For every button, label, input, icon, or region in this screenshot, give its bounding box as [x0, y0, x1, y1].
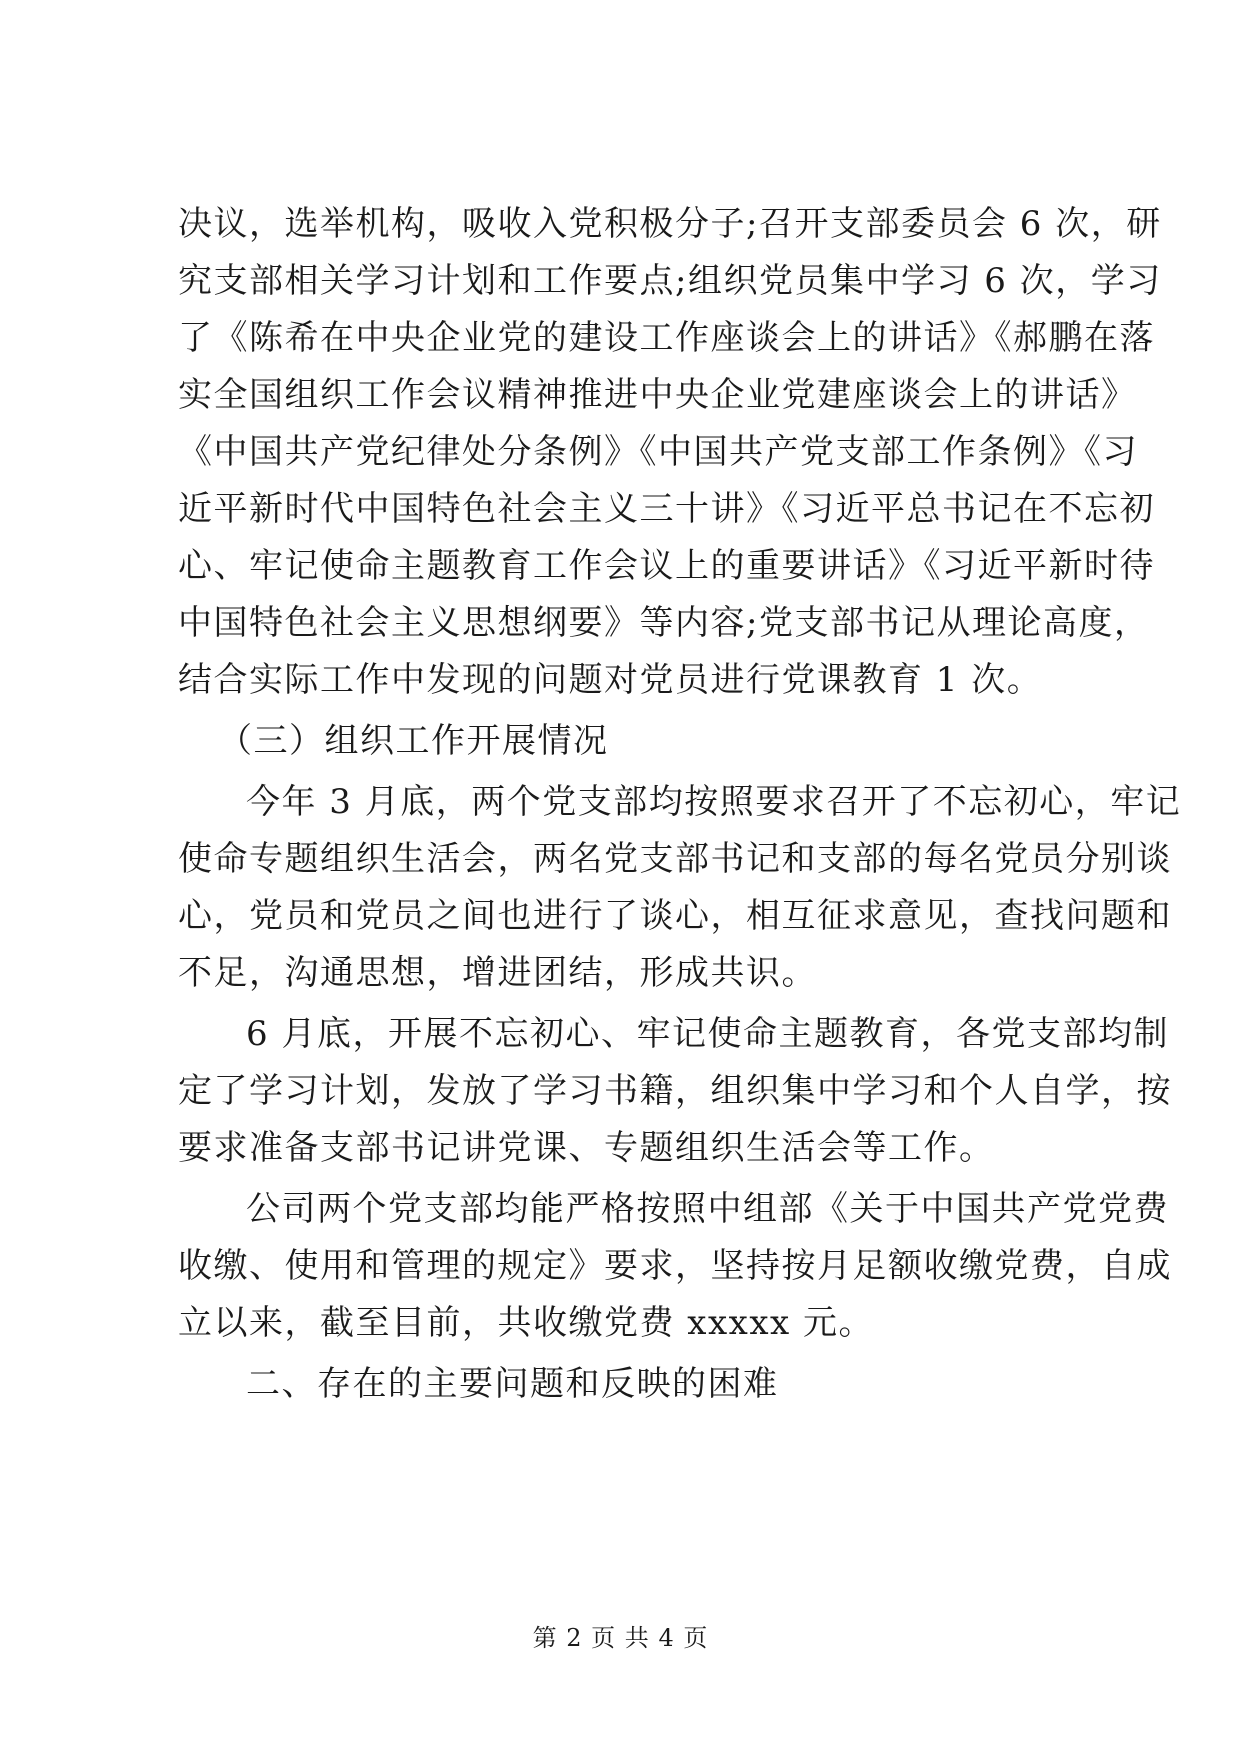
body-line: 不足，沟通思想，增进团结，形成共识。 [178, 953, 817, 993]
body-line: 了《陈希在中央企业党的建设工作座谈会上的讲话》《郝鹏在落 [178, 318, 1155, 358]
body-line: 心，党员和党员之间也进行了谈心，相互征求意见，查找问题和 [178, 896, 1172, 936]
section-heading: （三）组织工作开展情况 [218, 721, 609, 761]
paragraph-first-line: 公司两个党支部均能严格按照中组部《关于中国共产党党费 [246, 1189, 1169, 1229]
body-line: 实全国组织工作会议精神推进中央企业党建座谈会上的讲话》 [178, 375, 1137, 415]
body-line: 使命专题组织生活会，两名党支部书记和支部的每名党员分别谈 [178, 839, 1172, 879]
body-line: 中国特色社会主义思想纲要》等内容;党支部书记从理论高度， [178, 603, 1150, 643]
body-line: 定了学习计划，发放了学习书籍，组织集中学习和个人自学，按 [178, 1071, 1172, 1111]
body-line: 立以来，截至目前，共收缴党费 xxxxx 元。 [178, 1303, 874, 1343]
body-line: 决议，选举机构，吸收入党积极分子;召开支部委员会 6 次，研 [178, 204, 1162, 244]
body-line: 收缴、使用和管理的规定》要求，坚持按月足额收缴党费，自成 [178, 1246, 1172, 1286]
section-heading: 二、存在的主要问题和反映的困难 [246, 1364, 779, 1404]
body-line: 《中国共产党纪律处分条例》《中国共产党支部工作条例》《习 [178, 432, 1138, 472]
body-line: 结合实际工作中发现的问题对党员进行党课教育 1 次。 [178, 660, 1043, 700]
body-line: 要求准备支部书记讲党课、专题组织生活会等工作。 [178, 1128, 995, 1168]
paragraph-first-line: 今年 3 月底，两个党支部均按照要求召开了不忘初心，牢记 [246, 782, 1182, 822]
body-line: 究支部相关学习计划和工作要点;组织党员集中学习 6 次，学习 [178, 261, 1162, 301]
body-line: 近平新时代中国特色社会主义三十讲》《习近平总书记在不忘初 [178, 489, 1155, 529]
paragraph-first-line: 6 月底，开展不忘初心、牢记使命主题教育，各党支部均制 [246, 1014, 1169, 1054]
document-body [178, 196, 1182, 1413]
body-line: 心、牢记使命主题教育工作会议上的重要讲话》《习近平新时待 [178, 546, 1155, 586]
page-number-footer: 第 2 页 共 4 页 [532, 1624, 709, 1652]
